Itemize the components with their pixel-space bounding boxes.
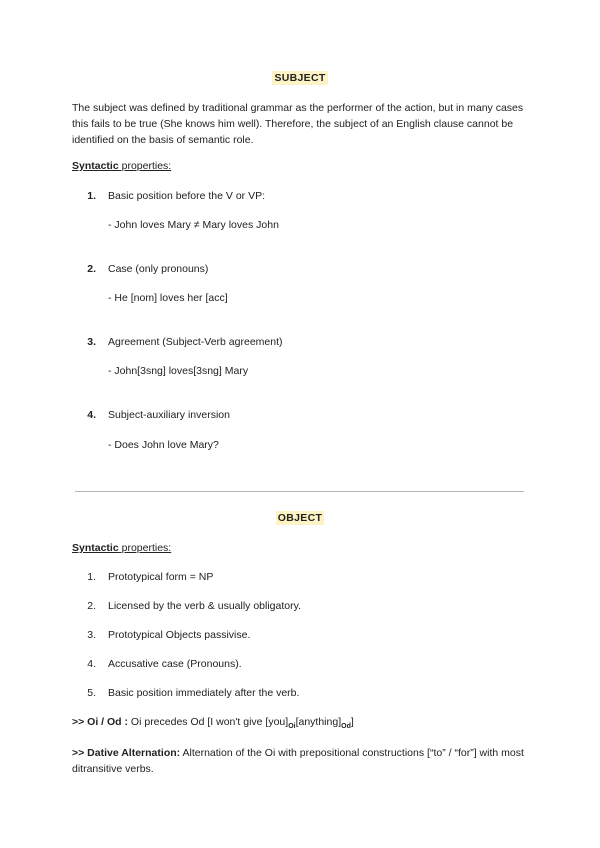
subject-example-4: - Does John love Mary? (108, 439, 219, 451)
subject-example-2: - He [nom] loves her [acc] (108, 292, 228, 304)
subject-syntactic-heading: Syntactic properties: (72, 160, 172, 172)
section-divider (75, 491, 524, 492)
subject-example-3: - John[3sng] loves[3sng] Mary (108, 365, 249, 377)
object-syntactic-heading: Syntactic properties: (72, 542, 172, 554)
subject-example-1: - John loves Mary ≠ Mary loves John (108, 219, 279, 231)
object-title: OBJECT (277, 512, 323, 524)
subject-title: SUBJECT (274, 72, 326, 84)
oi-od-note: >> Oi / Od : Oi precedes Od [I won't give $[you]_{Oi}[anything]_{Od}$] (72, 716, 354, 731)
dative-alternation-note: >> Dative Alternation: Alternation of the Oi with prepositional constructions [“to” / “for”] with most ditransitive verbs. (72, 747, 524, 775)
subject-intro: The subject was defined by traditional grammar as the performer of the action, but in many cases this fails to be true (She knows him well). Therefore, the subject of an English clause cannot be identified on the basis of semantic role. (72, 102, 524, 146)
